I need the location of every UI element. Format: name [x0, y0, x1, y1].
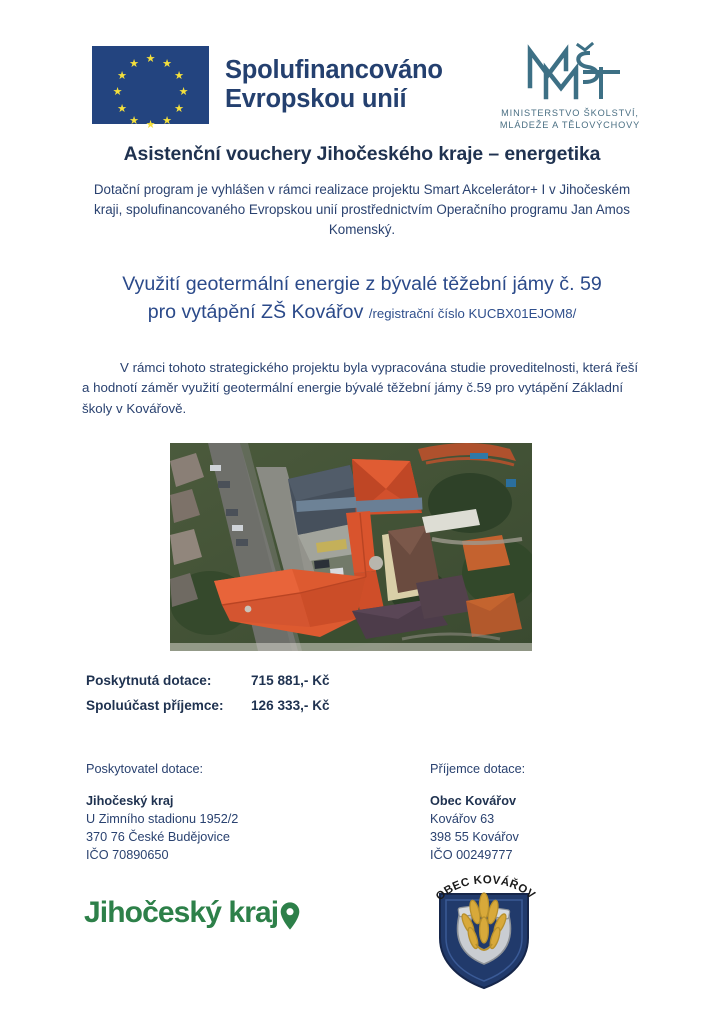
- grant-value: 715 881,- Kč: [251, 673, 330, 688]
- recipient-street: Kovářov 63: [430, 812, 495, 827]
- recipient-heading: Příjemce dotace:: [430, 762, 526, 776]
- eu-text-line2: Evropskou unií: [225, 85, 407, 113]
- recipient-name: Obec Kovářov: [430, 794, 517, 809]
- party-provider: [86, 760, 238, 864]
- recipient-city: 398 55 Kovářov: [430, 830, 519, 845]
- amount-row-grant: [86, 673, 330, 688]
- msmt-caption-line1: MINISTERSTVO ŠKOLSTVÍ,: [501, 108, 639, 118]
- jihocesky-kraj-text: Jihočeský kraj: [84, 896, 279, 929]
- aerial-photo-school-kovarov: [170, 443, 532, 651]
- provider-street: U Zimního stadionu 1952/2: [86, 812, 239, 827]
- eu-cofunding-text: [225, 56, 443, 113]
- body-paragraph: V rámci tohoto strategického projektu byla vypracována studie proveditelnosti, která řeší a hodnotí záměr využití geotermální energie bývalé těžební jámy č.59 pro vytápění Základní školy v Kovářově.: [82, 360, 639, 416]
- provider-ico: IČO 70890650: [86, 848, 169, 863]
- msmt-logo: [470, 38, 670, 142]
- crest-caption-text: OBEC KOVÁŘOV: [433, 874, 538, 904]
- obec-kovarov-crest: [424, 872, 544, 994]
- amounts-table: [86, 673, 330, 723]
- party-recipient: [430, 760, 525, 864]
- recipient-ico: IČO 00249777: [430, 848, 513, 863]
- cofinancing-label: Spoluúčast příjemce:: [86, 698, 224, 713]
- msmt-monogram-icon: [515, 38, 625, 100]
- msmt-caption: [470, 107, 670, 132]
- program-description: Dotační program je vyhlášen v rámci realizace projektu Smart Akcelerátor+ I v Jihočeském kraji, spolufinancovaného Evropskou unií prostřednictvím Operačního programu Jan Amos Komenský.: [93, 182, 631, 237]
- parties-section: [0, 760, 724, 870]
- jihocesky-kraj-logo: [84, 898, 300, 928]
- provider-name: Jihočeský kraj: [86, 794, 174, 809]
- amount-row-cofinancing: [86, 698, 330, 713]
- project-registration-number: /registrační číslo KUCBX01EJOM8/: [368, 306, 577, 322]
- project-title-line1: Využití geotermální energie z bývalé těžební jámy č. 59: [122, 273, 602, 295]
- aerial-photo-graphic: [170, 443, 532, 651]
- logo-bar: [0, 38, 724, 138]
- project-title: [50, 270, 674, 327]
- program-title: Asistenční vouchery Jihočeského kraje – energetika: [123, 143, 601, 165]
- msmt-caption-line2: MLÁDEŽE A TĚLOVÝCHOVY: [499, 120, 641, 131]
- eu-flag-icon: ★ ★ ★ ★ ★ ★ ★ ★ ★ ★ ★ ★: [92, 46, 209, 124]
- provider-city: 370 76 České Budějovice: [86, 830, 230, 845]
- map-pin-icon: [280, 902, 300, 930]
- project-title-line2: pro vytápění ZŠ Kovářov: [147, 301, 364, 324]
- eu-cofunding-logo: [92, 46, 443, 131]
- grant-label: Poskytnutá dotace:: [86, 673, 212, 688]
- eu-text-line1: Spolufinancováno: [225, 56, 443, 85]
- cofinancing-value: 126 333,- Kč: [251, 698, 330, 713]
- provider-heading: Poskytovatel dotace:: [86, 762, 204, 776]
